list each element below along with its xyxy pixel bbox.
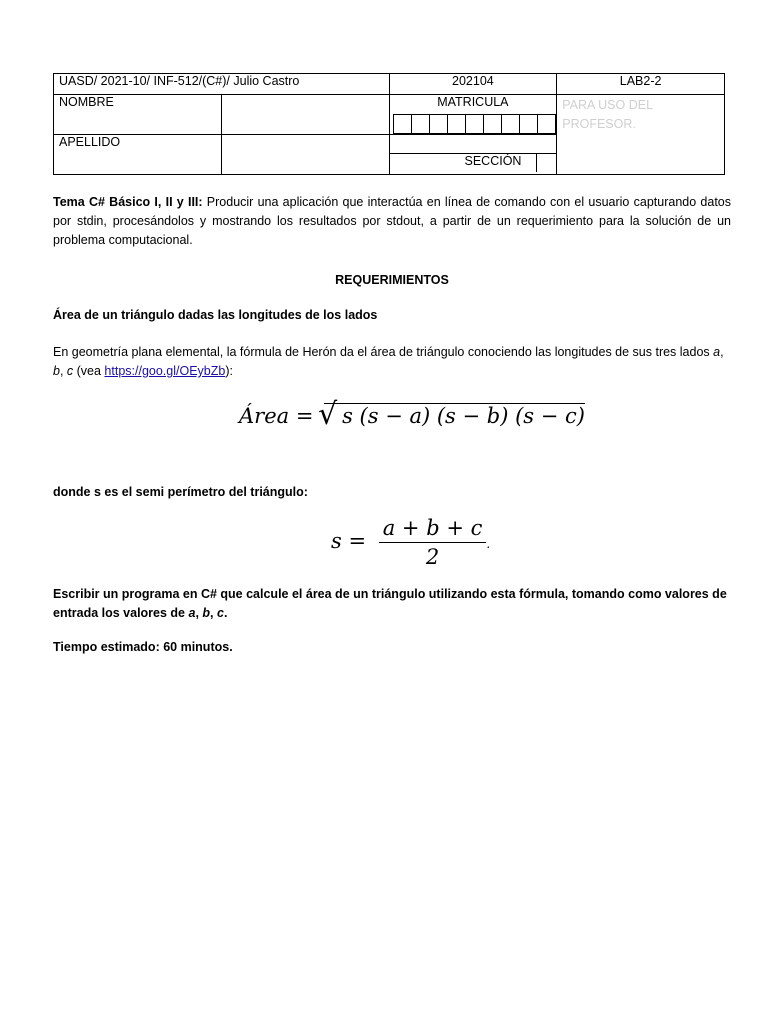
- escribir-paragraph: [53, 585, 731, 623]
- lab-cell: LAB2-2: [557, 74, 725, 95]
- comma: ,: [210, 606, 217, 620]
- intro-paragraph: [53, 193, 731, 250]
- matricula-cell: [389, 95, 557, 135]
- var-a: a: [188, 606, 196, 620]
- requerimientos-heading: REQUERIMIENTOS: [335, 273, 449, 287]
- seccion-field[interactable]: [536, 154, 556, 172]
- var-c: c: [216, 606, 224, 620]
- header-table: [53, 73, 725, 175]
- para-uso-cell: PARA USO DEL PROFESOR.: [557, 95, 725, 175]
- tiempo-text: Tiempo estimado: 60 minutos.: [53, 640, 233, 654]
- geo-text: En geometría plana elemental, la fórmula de Herón da el área de triángulo conociendo las longitudes de sus tres lados: [53, 345, 714, 359]
- formula-tail: .: [486, 537, 491, 551]
- apellido-label: APELLIDO: [54, 135, 222, 175]
- heron-formula: [239, 403, 585, 428]
- seccion-label: SECCIÓN: [464, 154, 522, 168]
- donde-text: donde s es el semi perímetro del triángulo:: [53, 485, 308, 499]
- semiperimeter-formula: [331, 516, 490, 569]
- heron-link[interactable]: https://goo.gl/OEybZb: [104, 364, 226, 378]
- formula-lhs: s =: [331, 529, 373, 553]
- apellido-field[interactable]: [221, 135, 389, 175]
- escribir-end: .: [223, 606, 228, 620]
- escribir-text: Escribir un programa en C# que calcule el área de un triángulo utilizando esta fórmula, tomando como valores de entrada los valores de: [53, 587, 727, 620]
- sqrt-radicand: √ s (s − a) (s − b) (s − c): [324, 403, 585, 428]
- var-a: a: [713, 345, 721, 359]
- comma: ,: [720, 345, 724, 359]
- var-b: b: [53, 364, 60, 378]
- geometry-paragraph: [53, 343, 731, 381]
- geo-text: ):: [225, 364, 233, 378]
- numerator: a + b + c: [379, 516, 487, 543]
- nombre-field[interactable]: [221, 95, 389, 135]
- fraction: [379, 516, 487, 569]
- formula-lhs: Área =: [239, 404, 321, 428]
- var-b: b: [202, 606, 211, 620]
- comma: ,: [195, 606, 203, 620]
- period-cell: 202104: [389, 74, 557, 95]
- matricula-label: MATRICULA: [437, 95, 509, 109]
- blank-cell: [389, 135, 557, 154]
- document-page: [53, 73, 731, 654]
- comma: ,: [59, 364, 67, 378]
- matricula-boxes[interactable]: [393, 114, 557, 134]
- nombre-label: NOMBRE: [54, 95, 222, 135]
- course-cell: UASD/ 2021-10/ INF-512/(C#)/ Julio Castro: [54, 74, 390, 95]
- seccion-cell: [389, 154, 557, 175]
- var-c: c: [66, 364, 74, 378]
- geo-text: (vea: [73, 364, 105, 378]
- intro-lead: Tema C# Básico I, II y III:: [53, 195, 203, 209]
- intro-text: Producir una aplicación que interactúa en línea de comando con el usuario capturando datos por stdin, procesándolos y mostrando los resultados por stdout, a partir de un requerimiento para la solución de un problema computacional.: [53, 195, 731, 247]
- subtitle: Área de un triángulo dadas las longitudes de los lados: [53, 308, 378, 322]
- denominator: 2: [425, 545, 440, 569]
